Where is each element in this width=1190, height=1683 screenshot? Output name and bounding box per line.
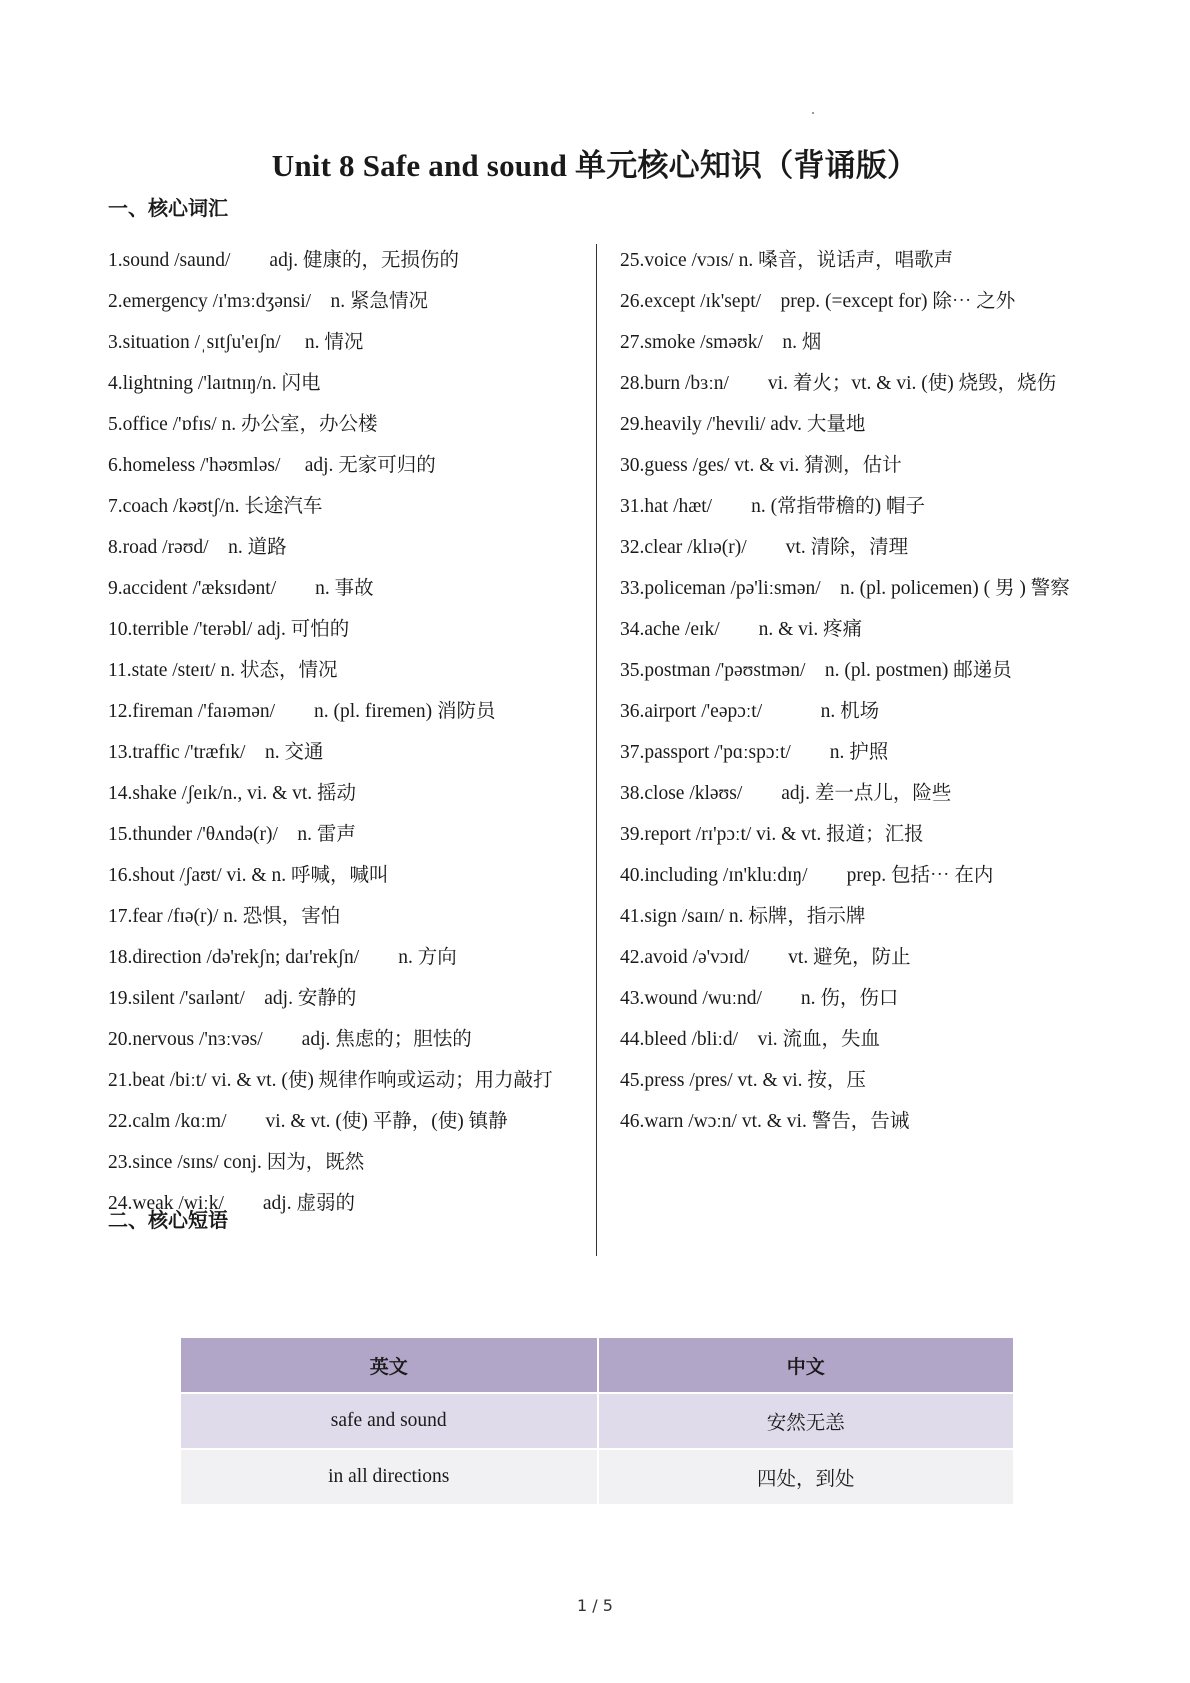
- vocab-entry: 12.fireman /'faɪəmən/ n. (pl. firemen) 消防员: [108, 701, 496, 722]
- phrase-english: safe and sound: [181, 1393, 598, 1449]
- vocab-entry: 27.smoke /sməʊk/ n. 烟: [620, 332, 822, 353]
- vocab-entry: 26.except /ɪk'sept/ prep. (=except for) 除⋯ 之外: [620, 291, 1016, 312]
- phrase-chinese: 安然无恙: [598, 1393, 1015, 1449]
- vocab-entry: 15.thunder /'θʌndə(r)/ n. 雷声: [108, 824, 356, 845]
- phrase-chinese: 四处，到处: [598, 1449, 1015, 1504]
- page-number: 1 / 5: [577, 1596, 613, 1615]
- vocab-entry: 37.passport /'pɑːspɔːt/ n. 护照: [620, 742, 889, 763]
- vocab-entry: 3.situation /ˌsɪtʃu'eɪʃn/ n. 情况: [108, 332, 364, 353]
- vocab-entry: 8.road /rəʊd/ n. 道路: [108, 537, 287, 558]
- page-title: Unit 8 Safe and sound 单元核心知识（背诵版）: [271, 148, 919, 183]
- column-divider: [596, 244, 597, 1256]
- vocab-entry: 33.policeman /pə'liːsmən/ n. (pl. policemen) ( 男 ) 警察: [620, 578, 1070, 599]
- vocab-entry: 1.sound /saund/ adj. 健康的，无损伤的: [108, 250, 459, 271]
- vocab-entry: 11.state /steɪt/ n. 状态，情况: [108, 660, 338, 681]
- phrase-english: in all directions: [181, 1449, 598, 1504]
- vocab-entry: 32.clear /klɪə(r)/ vt. 清除，清理: [620, 537, 909, 558]
- vocab-entry: 39.report /rɪ'pɔːt/ vi. & vt. 报道；汇报: [620, 824, 924, 845]
- vocab-entry: 24.weak /wiːk/ adj. 虚弱的: [108, 1193, 355, 1214]
- vocab-entry: 9.accident /'æksɪdənt/ n. 事故: [108, 578, 374, 599]
- vocabulary-right-column: [620, 240, 1090, 1142]
- vocab-entry: 6.homeless /'həʊmləs/ adj. 无家可归的: [108, 455, 436, 476]
- vocab-entry: 20.nervous /'nɜːvəs/ adj. 焦虑的；胆怯的: [108, 1029, 472, 1050]
- vocab-entry: 31.hat /hæt/ n. (常指带檐的) 帽子: [620, 496, 925, 517]
- vocab-entry: 30.guess /ges/ vt. & vi. 猜测，估计: [620, 455, 902, 476]
- vocab-entry: 28.burn /bɜːn/ vi. 着火；vt. & vi. (使) 烧毁，烧伤: [620, 373, 1057, 394]
- phrases-table: [181, 1338, 1015, 1504]
- vocab-entry: 22.calm /kɑːm/ vi. & vt. (使) 平静，(使) 镇静: [108, 1111, 508, 1132]
- vocab-entry: 36.airport /'eəpɔːt/ n. 机场: [620, 701, 880, 722]
- vocab-entry: 41.sign /saɪn/ n. 标牌，指示牌: [620, 906, 866, 927]
- header-english: 英文: [181, 1338, 598, 1393]
- vocab-entry: 13.traffic /'træfɪk/ n. 交通: [108, 742, 324, 763]
- section-heading-phrases: 二、核心短语: [108, 1208, 228, 1232]
- vocab-entry: 21.beat /biːt/ vi. & vt. (使) 规律作响或运动；用力敲打: [108, 1070, 553, 1091]
- vocab-entry: 19.silent /'saɪlənt/ adj. 安静的: [108, 988, 357, 1009]
- vocab-entry: 42.avoid /ə'vɔɪd/ vt. 避免，防止: [620, 947, 911, 968]
- vocab-entry: 17.fear /fɪə(r)/ n. 恐惧，害怕: [108, 906, 341, 927]
- stray-dot: [812, 112, 814, 114]
- vocab-entry: 7.coach /kəʊtʃ/n. 长途汽车: [108, 496, 323, 517]
- section-heading-vocabulary: 一、核心词汇: [108, 196, 228, 220]
- vocab-entry: 45.press /pres/ vt. & vi. 按，压: [620, 1070, 866, 1091]
- table-row: [181, 1393, 1014, 1449]
- table-row: [181, 1449, 1014, 1504]
- vocabulary-left-column: [108, 240, 586, 1224]
- vocab-entry: 23.since /sɪns/ conj. 因为，既然: [108, 1152, 365, 1173]
- vocab-entry: 40.including /ɪn'kluːdɪŋ/ prep. 包括⋯ 在内: [620, 865, 994, 886]
- table-header-row: [181, 1338, 1014, 1393]
- vocab-entry: 29.heavily /'hevɪli/ adv. 大量地: [620, 414, 866, 435]
- vocab-entry: 2.emergency /ɪ'mɜːdʒənsi/ n. 紧急情况: [108, 291, 429, 312]
- vocab-entry: 46.warn /wɔːn/ vt. & vi. 警告，告诫: [620, 1111, 910, 1132]
- vocab-entry: 35.postman /'pəʊstmən/ n. (pl. postmen) 邮递员: [620, 660, 1012, 681]
- vocab-entry: 34.ache /eɪk/ n. & vi. 疼痛: [620, 619, 863, 640]
- vocab-entry: 16.shout /ʃaʊt/ vi. & n. 呼喊，喊叫: [108, 865, 389, 886]
- vocab-entry: 18.direction /də'rekʃn; daɪ'rekʃn/ n. 方向: [108, 947, 457, 968]
- vocab-entry: 44.bleed /bliːd/ vi. 流血，失血: [620, 1029, 880, 1050]
- header-chinese: 中文: [598, 1338, 1015, 1393]
- vocab-entry: 10.terrible /'terəbl/ adj. 可怕的: [108, 619, 350, 640]
- vocab-entry: 14.shake /ʃeɪk/n., vi. & vt. 摇动: [108, 783, 357, 804]
- vocab-entry: 4.lightning /'laɪtnɪŋ/n. 闪电: [108, 373, 321, 394]
- vocab-entry: 25.voice /vɔɪs/ n. 嗓音，说话声，唱歌声: [620, 250, 954, 271]
- vocab-entry: 5.office /'ɒfɪs/ n. 办公室，办公楼: [108, 414, 378, 435]
- vocab-entry: 38.close /kləʊs/ adj. 差一点儿，险些: [620, 783, 952, 804]
- vocab-entry: 43.wound /wuːnd/ n. 伤，伤口: [620, 988, 899, 1009]
